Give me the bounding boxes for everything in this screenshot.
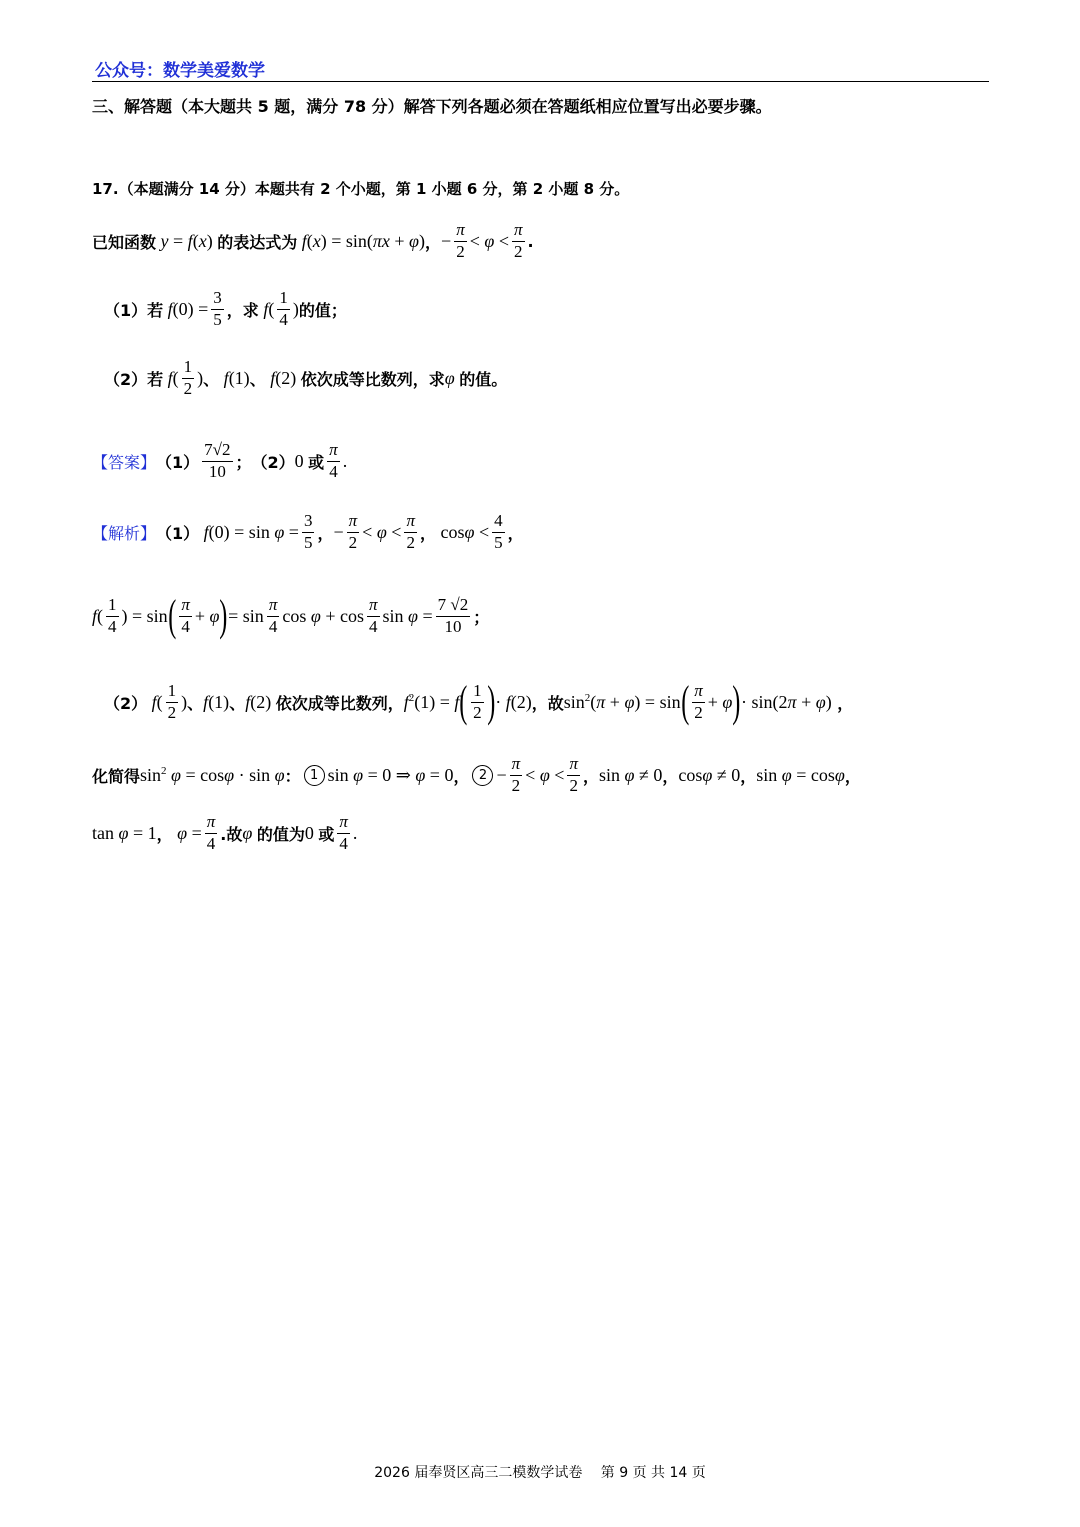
- section-title: 三、解答题（本大题共 5 题，满分 78 分）解答下列各题必须在答题纸相应位置写出必要步骤。: [92, 97, 772, 116]
- solution-line-2: f( $\frac{1}{4}$ ) = sin ( $\frac{\pi}{4}$ + φ ) = sin $\frac{\pi}{4}$ cos φ + cos $\frac{\pi}{4}$ sin φ = $\frac{7 √2}{10}$ ；: [92, 591, 490, 640]
- solution-tag: 【解析】: [92, 523, 157, 543]
- answer-tag: 【答案】: [92, 452, 157, 472]
- solution-line-5: tan φ = 1 ， φ = $\frac{\pi}{4}$ .故 φ 的值为 0 或 $\frac{\pi}{4}$ .: [92, 811, 358, 853]
- solution-line-4: 化简得 $\sin^2 \varphi = \cos\varphi \cdot \sin \varphi$ ： 1 sin φ = 0 ⇒ φ = 0 ， 2 − $\frac{\pi}{2}$ < φ < $\frac{\pi}{2}$ ， sin φ ≠ 0 ， cosφ ≠ 0 ， sin φ = cosφ ，: [92, 753, 861, 795]
- problem-given: 已知函数 y = f(x) 的表达式为 f(x) = sin(πx + φ) ， − $\frac{\pi}{2}$ < φ < $\frac{\pi}{2}$ .: [92, 219, 534, 261]
- solution-line-1: 【解析】 （1） f(0) = sin φ = $\frac{3}{5}$ ， − $\frac{\pi}{2}$ < φ < $\frac{\pi}{2}$ ， cosφ < $\frac{4}{5}$ ，: [92, 510, 524, 552]
- page-footer: 2026 届奉贤区高三二模数学试卷 第 9 页 共 14 页: [374, 1465, 706, 1481]
- circled-number-1: 1: [304, 765, 325, 786]
- circled-number-2: 2: [472, 765, 493, 786]
- problem-part1: （1）若 f(0) = $\frac{3}{5}$ ，求 f( $\frac{1}{4}$ ) 的值；: [104, 287, 347, 329]
- problem-part2: （2）若 f( $\frac{1}{2}$ ) 、 f(1) 、 f(2) 依次成等比数列，求 φ 的值。: [104, 356, 508, 398]
- header-divider: [92, 81, 989, 82]
- problem-heading: 17.（本题满分 14 分）本题共有 2 个小题，第 1 小题 6 分，第 2 小题 8 分。: [92, 180, 630, 198]
- solution-line-3: （2） f( $\frac{1}{2}$ ) 、 f(1) 、 f(2) 依次成等比数列， $f^2(1) = f$ ( $\frac{1}{2}$ ) · f(2) ，故 $\sin^2(\pi + \varphi) = \sin$ ( $\frac{\pi}{2}$ + φ ) · sin(2π + φ) ，: [104, 677, 854, 726]
- answer-line: 【答案】 （1） $\frac{7√2}{10}$ ； （2） 0 或 $\frac{\pi}{4}$ .: [92, 439, 348, 481]
- source-header: 公众号：数学美爱数学: [95, 61, 265, 81]
